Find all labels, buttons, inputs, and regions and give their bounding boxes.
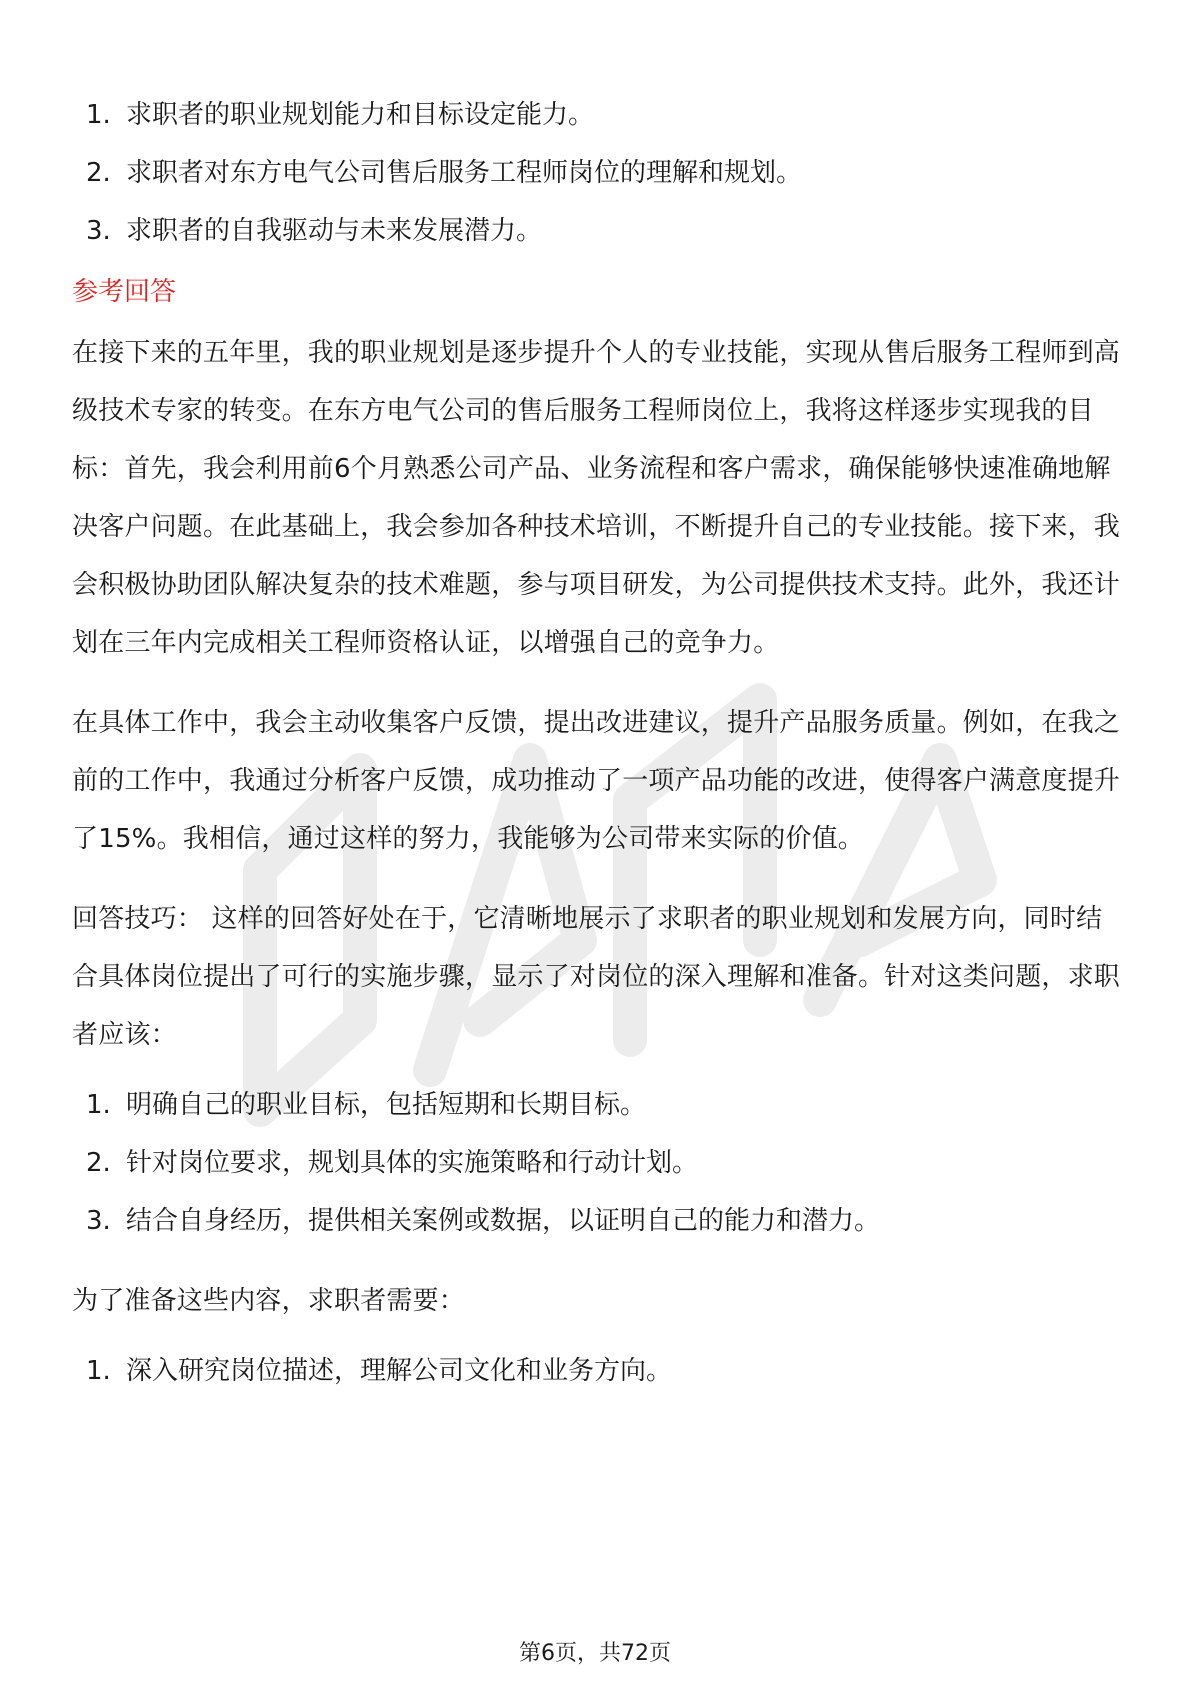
section-title: 参考回答 — [72, 277, 177, 307]
list-number: 1. — [86, 1356, 111, 1386]
list-item — [72, 202, 1122, 260]
prep-list — [72, 1342, 1122, 1400]
answer-paragraph: 在接下来的五年里，我的职业规划是逐步提升个人的专业技能，实现从售后服务工程师到高级技术专家的转变。在东方电气公司的售后服务工程师岗位上，我将这样逐步实现我的目标：首先，我会利用前6个月熟悉公司产品、业务流程和客户需求，确保能够快速准确地解决客户问题。在此基础上，我会参加各种技术培训，不断提升自己的专业技能。接下来，我会积极协助团队解决复杂的技术难题，参与项目研发，为公司提供技术支持。此外，我还计划在三年内完成相关工程师资格认证，以增强自己的竞争力。 — [72, 338, 1121, 658]
list-text: 明确自己的职业目标，包括短期和长期目标。 — [126, 1090, 647, 1120]
list-text: 求职者的职业规划能力和目标设定能力。 — [126, 100, 595, 130]
main-content — [72, 86, 1122, 1400]
list-text: 深入研究岗位描述，理解公司文化和业务方向。 — [126, 1356, 673, 1386]
prep-paragraph: 为了准备这些内容，求职者需要： — [72, 1286, 466, 1316]
list-item — [72, 1134, 1122, 1192]
list-number: 1. — [86, 1090, 111, 1120]
page-footer: 第6页，共72页 — [519, 1641, 671, 1666]
list-item — [72, 144, 1122, 202]
tips-paragraph: 回答技巧： 这样的回答好处在于，它清晰地展示了求职者的职业规划和发展方向，同时结合具体岗位提出了可行的实施步骤，显示了对岗位的深入理解和准备。针对这类问题，求职者应该： — [72, 904, 1121, 1050]
list-number: 3. — [86, 1206, 111, 1236]
tips-list — [72, 1076, 1122, 1250]
focus-list — [72, 86, 1122, 260]
list-number: 1. — [86, 100, 111, 130]
answer-paragraph: 在具体工作中，我会主动收集客户反馈，提出改进建议，提升产品服务质量。例如，在我之前的工作中，我通过分析客户反馈，成功推动了一项产品功能的改进，使得客户满意度提升了15%。我相信，通过这样的努力，我能够为公司带来实际的价值。 — [72, 708, 1121, 854]
list-text: 针对岗位要求，规划具体的实施策略和行动计划。 — [126, 1148, 699, 1178]
list-number: 2. — [86, 158, 111, 188]
list-text: 求职者的自我驱动与未来发展潜力。 — [126, 216, 543, 246]
list-item — [72, 86, 1122, 144]
list-number: 2. — [86, 1148, 111, 1178]
list-text: 结合自身经历，提供相关案例或数据，以证明自己的能力和潜力。 — [126, 1206, 881, 1236]
list-item — [72, 1076, 1122, 1134]
list-number: 3. — [86, 216, 111, 246]
list-item — [72, 1192, 1122, 1250]
list-text: 求职者对东方电气公司售后服务工程师岗位的理解和规划。 — [126, 158, 803, 188]
list-item — [72, 1342, 1122, 1400]
